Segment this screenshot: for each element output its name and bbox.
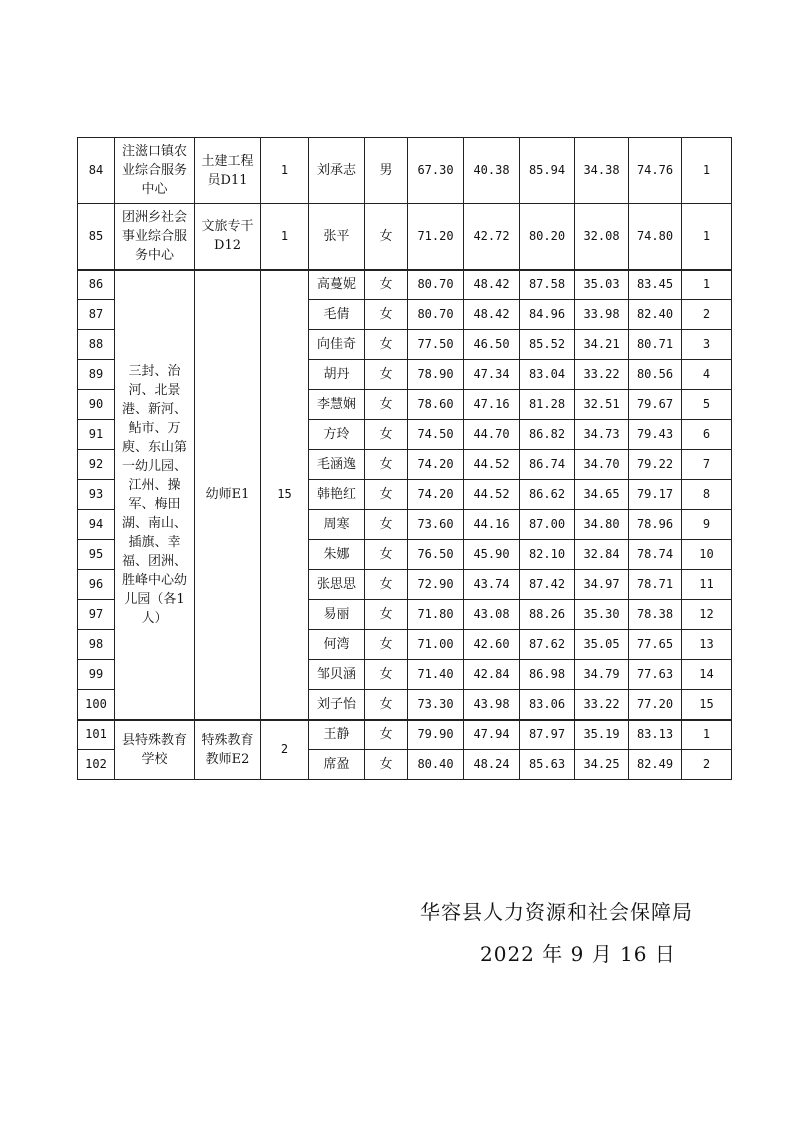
rank: 1 <box>682 270 732 300</box>
written-weighted: 48.42 <box>464 270 520 300</box>
candidate-name: 张平 <box>309 204 365 270</box>
row-no: 91 <box>78 420 115 450</box>
written-weighted: 40.38 <box>464 138 520 204</box>
interview-weighted: 35.05 <box>575 630 629 660</box>
total-score: 83.45 <box>629 270 682 300</box>
special-school-post: 特殊教育教师E2 <box>195 720 261 780</box>
row-no: 86 <box>78 270 115 300</box>
interview-weighted: 34.65 <box>575 480 629 510</box>
rank: 1 <box>682 138 732 204</box>
written-score: 80.40 <box>408 750 464 780</box>
row-no: 102 <box>78 750 115 780</box>
interview-weighted: 33.98 <box>575 300 629 330</box>
kindergarten-quota: 15 <box>261 270 309 720</box>
gender: 女 <box>365 660 408 690</box>
gender: 女 <box>365 600 408 630</box>
candidate-name: 王静 <box>309 720 365 750</box>
total-score: 79.67 <box>629 390 682 420</box>
gender: 女 <box>365 510 408 540</box>
gender: 女 <box>365 420 408 450</box>
written-weighted: 47.94 <box>464 720 520 750</box>
written-score: 79.90 <box>408 720 464 750</box>
candidate-name: 张思思 <box>309 570 365 600</box>
written-score: 73.30 <box>408 690 464 720</box>
written-score: 80.70 <box>408 300 464 330</box>
interview-score: 84.96 <box>520 300 575 330</box>
row-no: 100 <box>78 690 115 720</box>
gender: 男 <box>365 138 408 204</box>
interview-score: 86.98 <box>520 660 575 690</box>
special-school-unit: 县特殊教育学校 <box>115 720 195 780</box>
candidate-name: 向佳奇 <box>309 330 365 360</box>
written-weighted: 44.70 <box>464 420 520 450</box>
kindergarten-unit-list: 三封、治河、北景港、新河、鲇市、万庾、东山第一幼儿园、江州、操军、梅田湖、南山、插旗、幸福、团洲、胜峰中心幼儿园（各1人） <box>115 270 195 720</box>
interview-score: 85.63 <box>520 750 575 780</box>
written-score: 71.40 <box>408 660 464 690</box>
written-weighted: 43.74 <box>464 570 520 600</box>
table-row <box>78 204 732 270</box>
candidate-name: 毛倩 <box>309 300 365 330</box>
interview-score: 85.94 <box>520 138 575 204</box>
total-score: 78.71 <box>629 570 682 600</box>
rank: 11 <box>682 570 732 600</box>
total-score: 83.13 <box>629 720 682 750</box>
row-no: 97 <box>78 600 115 630</box>
rank: 6 <box>682 420 732 450</box>
row-no: 88 <box>78 330 115 360</box>
interview-weighted: 32.08 <box>575 204 629 270</box>
written-weighted: 44.52 <box>464 450 520 480</box>
table-row <box>78 138 732 204</box>
gender: 女 <box>365 204 408 270</box>
interview-weighted: 34.38 <box>575 138 629 204</box>
interview-score: 87.97 <box>520 720 575 750</box>
interview-score: 86.62 <box>520 480 575 510</box>
quota: 1 <box>261 138 309 204</box>
gender: 女 <box>365 390 408 420</box>
row-no: 84 <box>78 138 115 204</box>
written-weighted: 43.08 <box>464 600 520 630</box>
interview-weighted: 34.73 <box>575 420 629 450</box>
interview-score: 81.28 <box>520 390 575 420</box>
written-weighted: 47.16 <box>464 390 520 420</box>
written-score: 76.50 <box>408 540 464 570</box>
interview-weighted: 33.22 <box>575 690 629 720</box>
rank: 7 <box>682 450 732 480</box>
written-weighted: 44.16 <box>464 510 520 540</box>
written-score: 78.90 <box>408 360 464 390</box>
total-score: 74.76 <box>629 138 682 204</box>
interview-weighted: 34.21 <box>575 330 629 360</box>
written-weighted: 47.34 <box>464 360 520 390</box>
interview-score: 85.52 <box>520 330 575 360</box>
interview-weighted: 32.51 <box>575 390 629 420</box>
interview-weighted: 32.84 <box>575 540 629 570</box>
gender: 女 <box>365 330 408 360</box>
written-score: 74.50 <box>408 420 464 450</box>
row-no: 101 <box>78 720 115 750</box>
row-no: 92 <box>78 450 115 480</box>
interview-score: 87.00 <box>520 510 575 540</box>
interview-score: 86.82 <box>520 420 575 450</box>
candidate-name: 周寒 <box>309 510 365 540</box>
row-no: 93 <box>78 480 115 510</box>
interview-weighted: 34.97 <box>575 570 629 600</box>
post-name: 土建工程员D11 <box>195 138 261 204</box>
rank: 2 <box>682 750 732 780</box>
rank: 4 <box>682 360 732 390</box>
written-weighted: 43.98 <box>464 690 520 720</box>
interview-score: 80.20 <box>520 204 575 270</box>
written-weighted: 42.60 <box>464 630 520 660</box>
written-score: 80.70 <box>408 270 464 300</box>
written-score: 73.60 <box>408 510 464 540</box>
total-score: 82.40 <box>629 300 682 330</box>
table-row <box>78 270 732 300</box>
total-score: 77.63 <box>629 660 682 690</box>
total-score: 77.65 <box>629 630 682 660</box>
total-score: 78.38 <box>629 600 682 630</box>
interview-weighted: 33.22 <box>575 360 629 390</box>
total-score: 78.96 <box>629 510 682 540</box>
written-weighted: 45.90 <box>464 540 520 570</box>
interview-weighted: 35.30 <box>575 600 629 630</box>
total-score: 79.43 <box>629 420 682 450</box>
written-weighted: 44.52 <box>464 480 520 510</box>
interview-score: 86.74 <box>520 450 575 480</box>
total-score: 78.74 <box>629 540 682 570</box>
interview-weighted: 34.79 <box>575 660 629 690</box>
written-score: 67.30 <box>408 138 464 204</box>
candidate-name: 何湾 <box>309 630 365 660</box>
written-weighted: 48.24 <box>464 750 520 780</box>
candidate-name: 邹贝涵 <box>309 660 365 690</box>
rank: 12 <box>682 600 732 630</box>
total-score: 74.80 <box>629 204 682 270</box>
issuing-authority: 华容县人力资源和社会保障局 <box>420 900 693 924</box>
total-score: 77.20 <box>629 690 682 720</box>
gender: 女 <box>365 300 408 330</box>
written-weighted: 48.42 <box>464 300 520 330</box>
candidate-name: 高蔓妮 <box>309 270 365 300</box>
row-no: 90 <box>78 390 115 420</box>
interview-score: 87.42 <box>520 570 575 600</box>
gender: 女 <box>365 630 408 660</box>
rank: 1 <box>682 720 732 750</box>
unit-name: 团洲乡社会事业综合服务中心 <box>115 204 195 270</box>
row-no: 87 <box>78 300 115 330</box>
row-no: 89 <box>78 360 115 390</box>
total-score: 80.56 <box>629 360 682 390</box>
unit-name: 注滋口镇农业综合服务中心 <box>115 138 195 204</box>
rank: 5 <box>682 390 732 420</box>
written-score: 74.20 <box>408 450 464 480</box>
gender: 女 <box>365 570 408 600</box>
rank: 13 <box>682 630 732 660</box>
gender: 女 <box>365 270 408 300</box>
written-score: 71.20 <box>408 204 464 270</box>
special-school-quota: 2 <box>261 720 309 780</box>
rank: 14 <box>682 660 732 690</box>
candidate-name: 刘承志 <box>309 138 365 204</box>
interview-score: 87.62 <box>520 630 575 660</box>
written-score: 77.50 <box>408 330 464 360</box>
candidate-name: 席盈 <box>309 750 365 780</box>
candidate-name: 胡丹 <box>309 360 365 390</box>
gender: 女 <box>365 450 408 480</box>
candidate-name: 朱娜 <box>309 540 365 570</box>
rank: 3 <box>682 330 732 360</box>
gender: 女 <box>365 720 408 750</box>
candidate-name: 韩艳红 <box>309 480 365 510</box>
interview-score: 88.26 <box>520 600 575 630</box>
interview-weighted: 35.03 <box>575 270 629 300</box>
quota: 1 <box>261 204 309 270</box>
rank: 2 <box>682 300 732 330</box>
written-score: 71.80 <box>408 600 464 630</box>
row-no: 99 <box>78 660 115 690</box>
rank: 1 <box>682 204 732 270</box>
row-no: 85 <box>78 204 115 270</box>
candidate-name: 李慧娴 <box>309 390 365 420</box>
row-no: 94 <box>78 510 115 540</box>
gender: 女 <box>365 750 408 780</box>
written-weighted: 42.84 <box>464 660 520 690</box>
gender: 女 <box>365 690 408 720</box>
post-name: 文旅专干D12 <box>195 204 261 270</box>
written-score: 78.60 <box>408 390 464 420</box>
written-weighted: 42.72 <box>464 204 520 270</box>
candidate-name: 易丽 <box>309 600 365 630</box>
table-row <box>78 720 732 750</box>
interview-weighted: 34.25 <box>575 750 629 780</box>
written-weighted: 46.50 <box>464 330 520 360</box>
row-no: 96 <box>78 570 115 600</box>
results-table <box>77 137 732 780</box>
candidate-name: 毛涵逸 <box>309 450 365 480</box>
written-score: 72.90 <box>408 570 464 600</box>
candidate-name: 刘子怡 <box>309 690 365 720</box>
row-no: 98 <box>78 630 115 660</box>
gender: 女 <box>365 360 408 390</box>
candidate-name: 方玲 <box>309 420 365 450</box>
total-score: 82.49 <box>629 750 682 780</box>
total-score: 79.22 <box>629 450 682 480</box>
interview-weighted: 35.19 <box>575 720 629 750</box>
rank: 10 <box>682 540 732 570</box>
issue-date: 2022 年 9 月 16 日 <box>480 942 676 966</box>
row-no: 95 <box>78 540 115 570</box>
rank: 8 <box>682 480 732 510</box>
interview-score: 82.10 <box>520 540 575 570</box>
interview-score: 83.06 <box>520 690 575 720</box>
interview-weighted: 34.70 <box>575 450 629 480</box>
written-score: 71.00 <box>408 630 464 660</box>
interview-score: 83.04 <box>520 360 575 390</box>
gender: 女 <box>365 540 408 570</box>
interview-weighted: 34.80 <box>575 510 629 540</box>
rank: 9 <box>682 510 732 540</box>
interview-score: 87.58 <box>520 270 575 300</box>
kindergarten-post: 幼师E1 <box>195 270 261 720</box>
total-score: 80.71 <box>629 330 682 360</box>
written-score: 74.20 <box>408 480 464 510</box>
total-score: 79.17 <box>629 480 682 510</box>
rank: 15 <box>682 690 732 720</box>
gender: 女 <box>365 480 408 510</box>
